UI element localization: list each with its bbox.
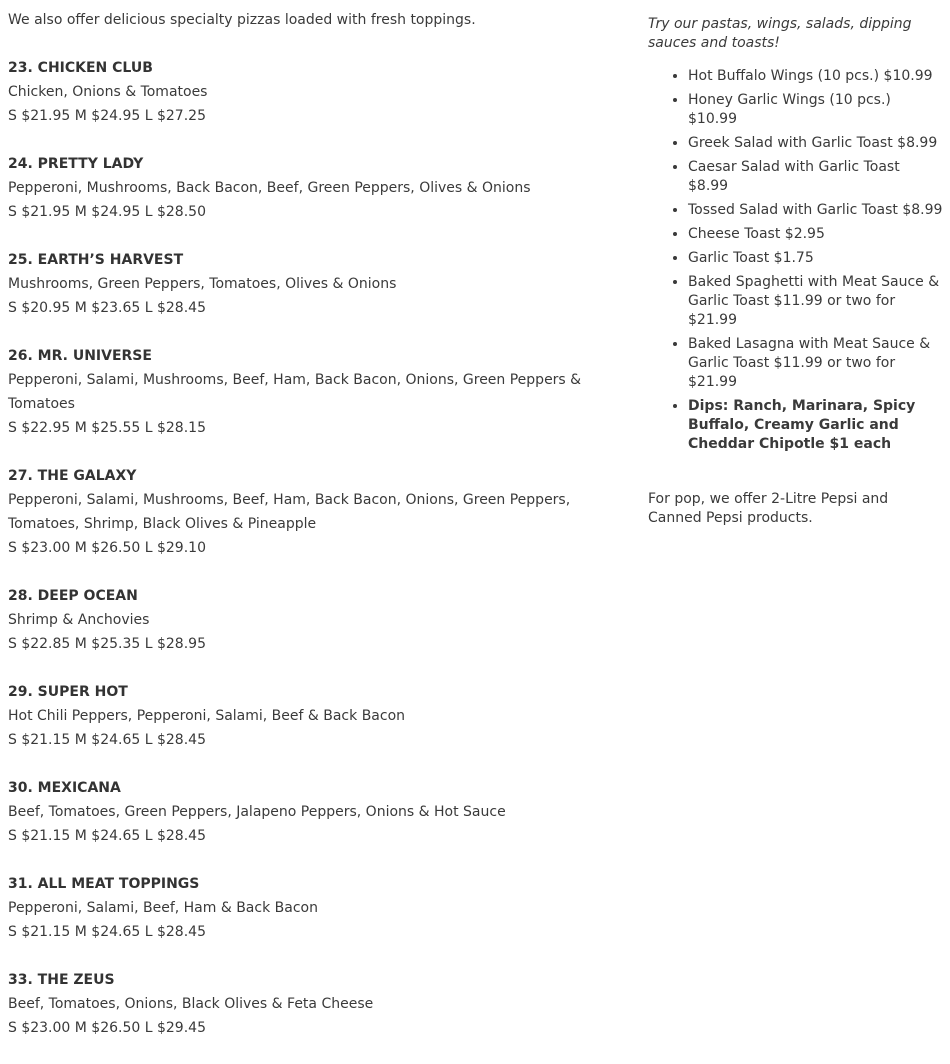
sides-list-item: • Garlic Toast $1.75 [688, 249, 944, 268]
pizza-toppings: Pepperoni, Salami, Beef, Ham & Back Bacon [8, 900, 318, 916]
pizza-title: 23. CHICKEN CLUB [8, 60, 153, 76]
pizza-item [8, 464, 628, 560]
dips-list-item: • Dips: Ranch, Marinara, Spicy Buffalo, Creamy Garlic and Cheddar Chipotle $1 each [688, 397, 944, 454]
pizza-prices: S $20.95 M $23.65 L $28.45 [8, 300, 206, 316]
pizza-item [8, 344, 628, 440]
sides-list-item: • Caesar Salad with Garlic Toast $8.99 [688, 158, 944, 196]
pizza-item [8, 776, 628, 848]
pizza-toppings: Pepperoni, Mushrooms, Back Bacon, Beef, Green Peppers, Olives & Onions [8, 180, 531, 196]
sides-list-item: • Baked Spaghetti with Meat Sauce & Garlic Toast $11.99 or two for $21.99 [688, 273, 944, 330]
sides-list-item: • Greek Salad with Garlic Toast $8.99 [688, 134, 944, 153]
pizza-title: 25. EARTH’S HARVEST [8, 252, 184, 268]
pizza-prices: S $23.00 M $26.50 L $29.10 [8, 540, 206, 556]
pizza-item [8, 680, 628, 752]
sides-lead-text: Try our pastas, wings, salads, dipping sauces and toasts! [648, 16, 912, 51]
pizza-item [8, 968, 628, 1040]
pizza-title: 29. SUPER HOT [8, 684, 128, 700]
pizza-item [8, 56, 628, 128]
pizza-toppings: Shrimp & Anchovies [8, 612, 150, 628]
pizza-prices: S $22.85 M $25.35 L $28.95 [8, 636, 206, 652]
sides-list [648, 67, 944, 454]
pizza-title: 27. THE GALAXY [8, 468, 137, 484]
specialty-pizza-list [8, 8, 628, 1064]
pizza-item [8, 872, 628, 944]
pizza-title: 26. MR. UNIVERSE [8, 348, 152, 364]
sides-list-item: • Cheese Toast $2.95 [688, 225, 944, 244]
pizza-title: 30. MEXICANA [8, 780, 121, 796]
sides-list-item: • Baked Lasagna with Meat Sauce & Garlic Toast $11.99 or two for $21.99 [688, 335, 944, 392]
pizza-title: 31. ALL MEAT TOPPINGS [8, 876, 200, 892]
pizza-toppings: Pepperoni, Salami, Mushrooms, Beef, Ham, Back Bacon, Onions, Green Peppers & Tomatoes [8, 372, 582, 412]
pizza-prices: S $21.15 M $24.65 L $28.45 [8, 732, 206, 748]
pizza-toppings: Beef, Tomatoes, Onions, Black Olives & Feta Cheese [8, 996, 374, 1012]
intro-text: We also offer delicious specialty pizzas loaded with fresh toppings. [8, 12, 476, 28]
sides-list-item: • Honey Garlic Wings (10 pcs.) $10.99 [688, 91, 944, 129]
pizza-toppings: Beef, Tomatoes, Green Peppers, Jalapeno Peppers, Onions & Hot Sauce [8, 804, 506, 820]
pizza-toppings: Chicken, Onions & Tomatoes [8, 84, 208, 100]
pizza-toppings: Hot Chili Peppers, Pepperoni, Salami, Beef & Back Bacon [8, 708, 406, 724]
pizza-prices: S $21.15 M $24.65 L $28.45 [8, 924, 206, 940]
pizza-prices: S $21.15 M $24.65 L $28.45 [8, 828, 206, 844]
pizza-toppings: Pepperoni, Salami, Mushrooms, Beef, Ham, Back Bacon, Onions, Green Peppers, Tomatoes, Shrimp, Black Olives & Pineapple [8, 492, 571, 532]
pizza-item [8, 248, 628, 320]
pizza-item [8, 584, 628, 656]
pizza-prices: S $21.95 M $24.95 L $28.50 [8, 204, 206, 220]
pizza-title: 33. THE ZEUS [8, 972, 115, 988]
pizza-prices: S $21.95 M $24.95 L $27.25 [8, 108, 206, 124]
pizza-title: 24. PRETTY LADY [8, 156, 144, 172]
sides-sidebar [648, 15, 944, 528]
sides-list-item: • Hot Buffalo Wings (10 pcs.) $10.99 [688, 67, 944, 86]
pop-info-text: For pop, we offer 2-Litre Pepsi and Canned Pepsi products. [648, 491, 889, 526]
pizza-title: 28. DEEP OCEAN [8, 588, 138, 604]
sides-list-item: • Tossed Salad with Garlic Toast $8.99 [688, 201, 944, 220]
pizza-toppings: Mushrooms, Green Peppers, Tomatoes, Olives & Onions [8, 276, 397, 292]
pizza-prices: S $23.00 M $26.50 L $29.45 [8, 1020, 206, 1036]
pizza-item [8, 152, 628, 224]
pizza-prices: S $22.95 M $25.55 L $28.15 [8, 420, 206, 436]
